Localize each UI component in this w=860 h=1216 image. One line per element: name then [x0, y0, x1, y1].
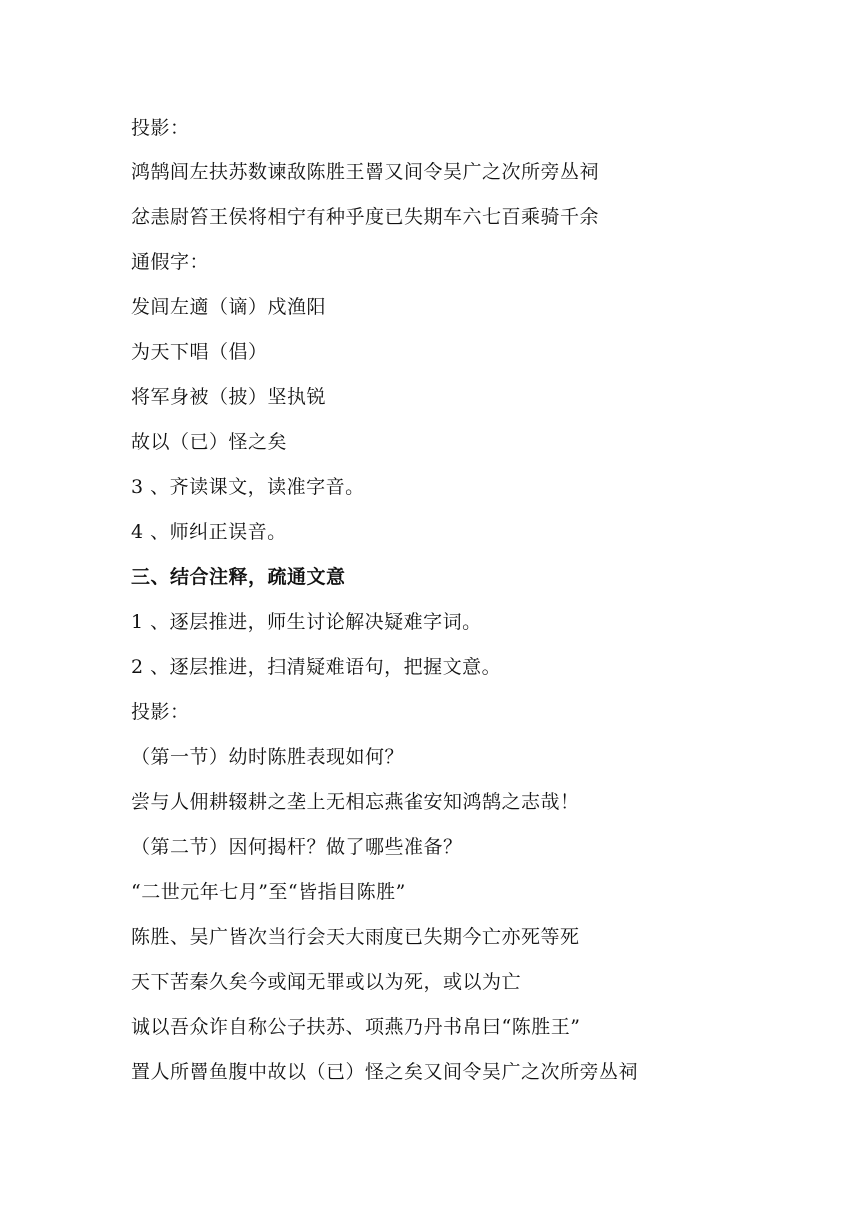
text-line-projection-label-2: 投影：	[131, 701, 190, 723]
text-line-section-2-question: （第二节）因何揭杆？做了哪些准备？	[131, 836, 463, 858]
text-line-section-1-question: （第一节）幼时陈胜表现如何？	[131, 746, 405, 768]
text-line-tongjiazi-label: 通假字：	[131, 251, 210, 273]
text-line-section-1-answer: 尝与人佣耕辍耕之垄上无相忘燕雀安知鸿鹄之志哉！	[131, 791, 580, 813]
text-line-section-2-answer-4: 置人所罾鱼腹中故以（已）怪之矣又间令吴广之次所旁丛祠	[131, 1061, 639, 1083]
text-line-vocab-row-2: 忿恚尉笞王侯将相宁有种乎度已失期车六七百乘骑千余	[131, 206, 600, 228]
text-line-tongjiazi-3: 将军身被（披）坚执锐	[131, 386, 327, 408]
text-line-step-4: 4 、师纠正误音。	[131, 521, 287, 543]
text-line-section-2-answer-1: 陈胜、吴广皆次当行会天大雨度已失期今亡亦死等死	[131, 926, 580, 948]
text-line-vocab-row-1: 鸿鹄闾左扶苏数谏敌陈胜王罾又间令吴广之次所旁丛祠	[131, 161, 600, 183]
text-line-tongjiazi-4: 故以（已）怪之矣	[131, 431, 288, 453]
text-line-step-2: 2 、逐层推进，扫清疑难语句，把握文意。	[131, 656, 502, 678]
text-line-section-2-answer-2: 天下苦秦久矣今或闻无罪或以为死，或以为亡	[131, 971, 522, 993]
text-line-projection-label-1: 投影：	[131, 117, 190, 139]
text-line-step-3: 3 、齐读课文，读准字音。	[131, 476, 365, 498]
text-line-tongjiazi-2: 为天下唱（倡）	[131, 341, 268, 363]
text-line-section-2-answer-3: 诚以吾众诈自称公子扶苏、项燕乃丹书帛曰“陈胜王”	[131, 1016, 581, 1038]
text-line-tongjiazi-1: 发闾左適（谪）戍渔阳	[131, 296, 327, 318]
section-heading-3: 三、结合注释，疏通文意	[131, 566, 346, 588]
text-line-step-1: 1 、逐层推进，师生讨论解决疑难字词。	[131, 611, 482, 633]
text-line-section-2-range: “二世元年七月”至“皆指目陈胜”	[131, 881, 406, 903]
